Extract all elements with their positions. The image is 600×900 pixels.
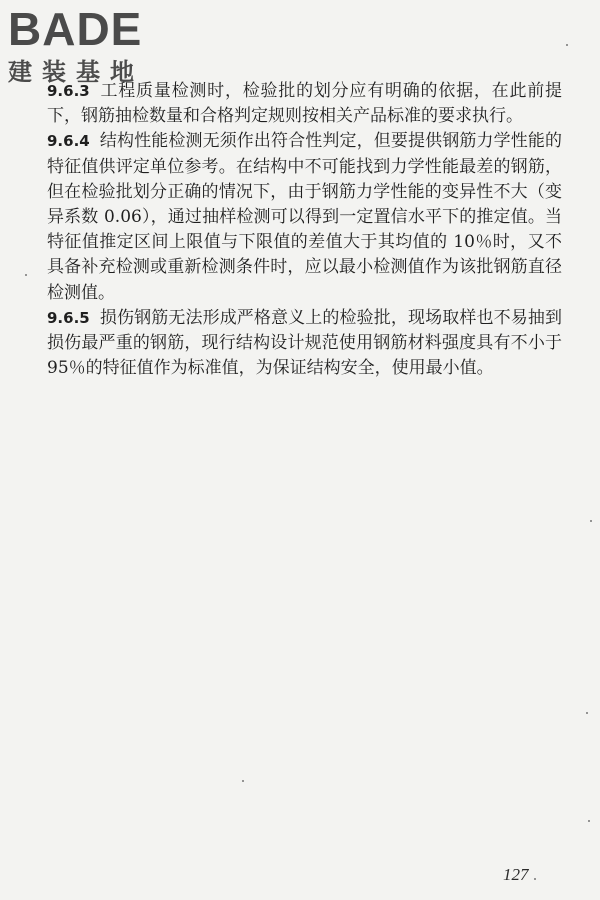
section-number: 9.6.4 [47,132,90,151]
section-text: 损伤钢筋无法形成严格意义上的检验批，现场取样也不易抽到损伤最严重的钢筋，现行结构设计规范使用钢筋材料强度具有不小于 95％的特征值作为标准值，为保证结构安全，使用最小值。 [47,307,562,379]
scan-speck [25,274,27,276]
page-number: 127 [503,865,529,884]
watermark-subtitle: 建装基地 [8,58,144,86]
section-9-6-4 [47,129,562,305]
scan-speck [586,712,588,714]
scan-speck [588,820,590,822]
section-number: 9.6.3 [47,82,90,100]
section-number: 9.6.5 [47,308,90,327]
section-9-6-3 [47,79,562,129]
bade-watermark-logo [8,3,176,88]
scan-speck [242,780,244,782]
scan-speck [590,520,592,522]
section-text: 工程质量检测时，检验批的划分应有明确的依据，在此前提下，钢筋抽检数量和合格判定规则按相关产品标准的要求执行。 [47,81,562,127]
section-text: 结构性能检测无须作出符合性判定，但要提供钢筋力学性能的特征值供评定单位参考。在结构中不可能找到力学性能最差的钢筋，但在检验批划分正确的情况下，由于钢筋力学性能的变异性不大（变异系数 0.06），通过抽样检测可以得到一定置信水平下的推定值。当特征值推定区间上限值与下限值的差值大于其均值的 10％时，又不具备补充检测或重新检测条件时，应以最小检测值作为该批钢筋直径检测值。 [47,131,562,303]
section-9-6-5 [47,306,562,382]
scan-speck [534,878,536,880]
scan-speck [566,44,568,46]
watermark-logo-text: BADE [8,3,143,55]
document-body [47,79,562,381]
